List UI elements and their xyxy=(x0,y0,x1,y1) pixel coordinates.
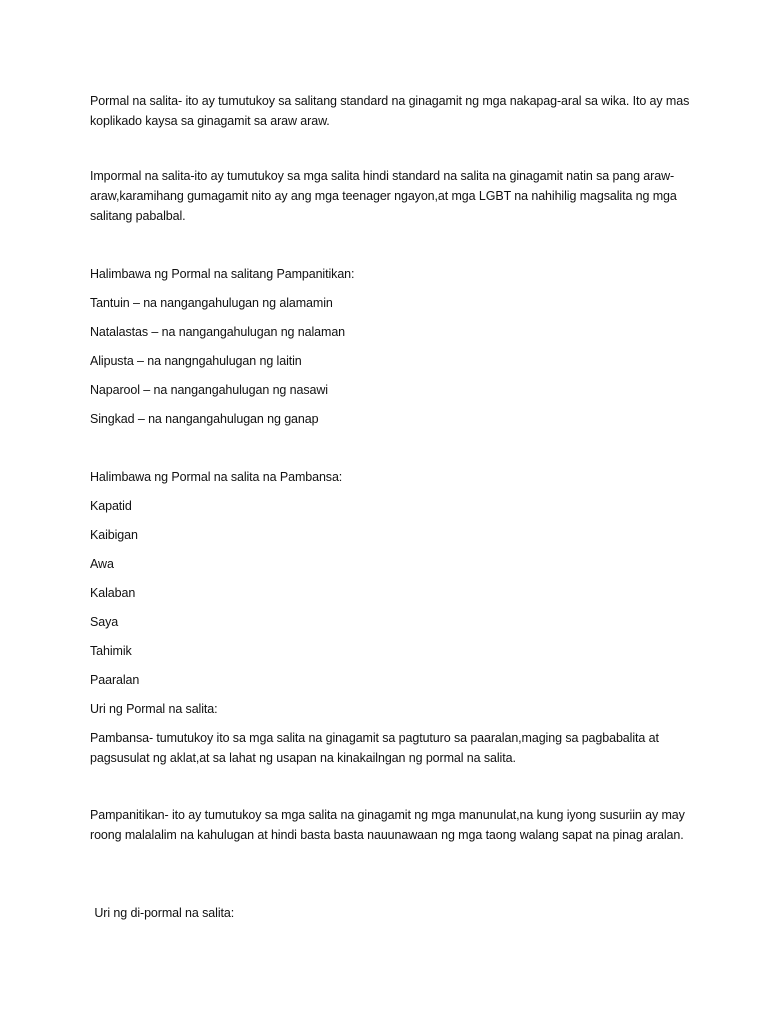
example-saya: Saya xyxy=(90,615,119,629)
paragraph-impormal-definition: Impormal na salita-ito ay tumutukoy sa mga salita hindi standard na salita na ginagamit natin sa pang araw-araw,karamihang gumagamit nito ay ang mga teenager ngayon,at mga LGBT na nahihilig magsalita ng mga salitang pabalbal. xyxy=(90,169,677,223)
paragraph-pambansa-definition: Pambansa- tumutukoy ito sa mga salita na ginagamit sa pagtuturo sa paaralan,maging sa pagbabalita at pagsusulat ng aklat,at sa lahat ng usapan na kinakailngan ng pormal na salita. xyxy=(90,731,659,765)
example-kalaban: Kalaban xyxy=(90,586,136,600)
heading-uri-pormal: Uri ng Pormal na salita: xyxy=(90,702,218,716)
example-tahimik: Tahimik xyxy=(90,644,132,658)
example-tantuin: Tantuin – na nangangahulugan ng alamamin xyxy=(90,296,333,310)
example-alipusta: Alipusta – na nangngahulugan ng laitin xyxy=(90,354,302,368)
paragraph-pampanitikan-definition: Pampanitikan- ito ay tumutukoy sa mga salita na ginagamit ng mga manunulat,na kung iyong susuriin ay may roong malalalim na kahulugan at hindi basta basta nauunawaan ng mga taong walang sapat na pinag aralan. xyxy=(90,808,685,842)
heading-pampanitikan-examples: Halimbawa ng Pormal na salitang Pampanitikan: xyxy=(90,267,355,281)
example-singkad: Singkad – na nangangahulugan ng ganap xyxy=(90,412,319,426)
example-naparool: Naparool – na nangangahulugan ng nasawi xyxy=(90,383,328,397)
example-kapatid: Kapatid xyxy=(90,499,132,513)
heading-pambansa-examples: Halimbawa ng Pormal na salita na Pambansa: xyxy=(90,470,343,484)
example-awa: Awa xyxy=(90,557,114,571)
example-paaralan: Paaralan xyxy=(90,673,140,687)
heading-uri-di-pormal: Uri ng di-pormal na salita: xyxy=(91,906,235,920)
example-kaibigan: Kaibigan xyxy=(90,528,138,542)
paragraph-pormal-definition: Pormal na salita- ito ay tumutukoy sa salitang standard na ginagamit ng mga nakapag-aral sa wika. Ito ay mas koplikado kaysa sa ginagamit sa araw araw. xyxy=(90,94,690,128)
example-natalastas: Natalastas – na nangangahulugan ng nalaman xyxy=(90,325,346,339)
